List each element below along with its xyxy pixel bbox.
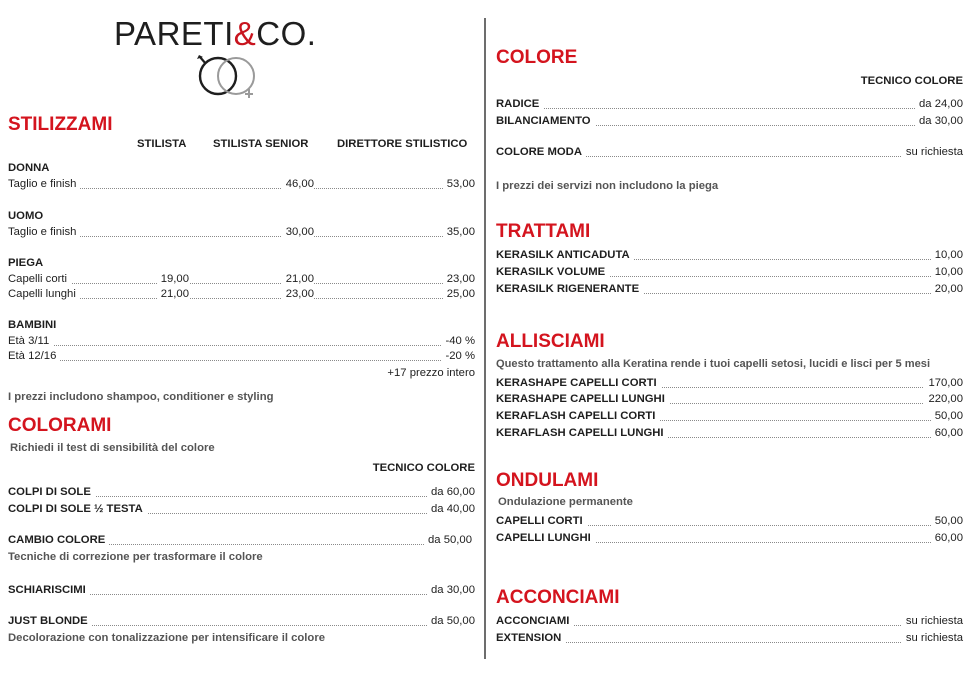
price-row <box>8 272 475 287</box>
row-value-stilista: 19,00 <box>157 272 189 287</box>
price-row <box>496 114 963 129</box>
leader-dots <box>8 360 475 361</box>
col-header-tecnico-colore: TECNICO COLORE <box>860 75 963 87</box>
leader-dots <box>496 108 963 109</box>
row-value: 220,00 <box>924 392 963 407</box>
row-value-direttore: 35,00 <box>443 225 475 240</box>
group-heading-donna: DONNA <box>8 162 50 174</box>
row-label: ACCONCIAMI <box>496 614 573 629</box>
row-label: KERAFLASH CAPELLI CORTI <box>496 409 659 424</box>
row-value: da 50,00 <box>427 614 475 629</box>
row-label: Capelli corti <box>8 272 71 287</box>
row-value: da 40,00 <box>427 502 475 517</box>
row-label: KERASILK VOLUME <box>496 265 609 280</box>
leader-dots <box>496 642 963 643</box>
section-title-stilizzami: STILIZZAMI <box>8 114 113 135</box>
row-label: Età 3/11 <box>8 334 53 349</box>
price-row <box>8 583 475 598</box>
row-label: EXTENSION <box>496 631 565 646</box>
row-note: Decolorazione con tonalizzazione per intensificare il colore <box>8 632 326 644</box>
row-label: SCHIARISCIMI <box>8 583 90 598</box>
section-title-trattami: TRATTAMI <box>496 221 591 242</box>
row-value-direttore: 23,00 <box>443 272 475 287</box>
price-row <box>8 334 475 349</box>
row-label: Taglio e finish <box>8 225 80 240</box>
col-header-stilista-senior: STILISTA SENIOR <box>213 138 309 150</box>
price-row <box>8 287 475 302</box>
brand-name-right: CO. <box>256 15 317 52</box>
row-label: RADICE <box>496 97 543 112</box>
leader-dots <box>8 283 475 284</box>
price-row <box>8 177 475 192</box>
price-row <box>8 533 472 548</box>
row-label: JUST BLONDE <box>8 614 92 629</box>
row-value: su richiesta <box>902 145 963 160</box>
row-value: 10,00 <box>931 265 963 280</box>
row-value: su richiesta <box>902 631 963 646</box>
col-header-stilista: STILISTA <box>137 138 187 150</box>
row-label: Taglio e finish <box>8 177 80 192</box>
price-row <box>496 97 963 112</box>
price-row <box>8 225 475 240</box>
row-value: 60,00 <box>931 531 963 546</box>
group-heading-uomo: UOMO <box>8 210 44 222</box>
row-label: CAMBIO COLORE <box>8 533 109 548</box>
section-title-colorami: COLORAMI <box>8 415 112 436</box>
bambini-extra: +17 prezzo intero <box>387 367 475 379</box>
column-divider <box>484 18 486 659</box>
price-row <box>496 514 963 529</box>
price-row <box>496 392 963 407</box>
row-value: 170,00 <box>924 376 963 391</box>
row-label: KERAFLASH CAPELLI LUNGHI <box>496 426 668 441</box>
price-row <box>8 614 475 629</box>
brand-wordmark <box>114 14 316 54</box>
price-row <box>496 376 963 391</box>
row-value: 20,00 <box>931 282 963 297</box>
row-value: 50,00 <box>931 514 963 529</box>
price-row <box>496 631 963 646</box>
row-value: 10,00 <box>931 248 963 263</box>
price-row <box>496 145 963 160</box>
col-header-tecnico-colore: TECNICO COLORE <box>372 462 475 474</box>
row-label: BILANCIAMENTO <box>496 114 595 129</box>
row-value: da 30,00 <box>915 114 963 129</box>
price-row <box>8 502 475 517</box>
price-row <box>8 349 475 364</box>
row-label: COLPI DI SOLE <box>8 485 95 500</box>
brand-logo <box>114 14 344 104</box>
row-value-stilista-senior: 21,00 <box>282 272 314 287</box>
row-label: Età 12/16 <box>8 349 60 364</box>
price-row <box>496 614 963 629</box>
stilizzami-note: I prezzi includono shampoo, conditioner e styling <box>8 391 274 403</box>
row-value: 50,00 <box>931 409 963 424</box>
row-label: COLORE MODA <box>496 145 586 160</box>
row-value: da 30,00 <box>427 583 475 598</box>
brand-ampersand: & <box>233 15 257 52</box>
allisciami-subtitle: Questo trattamento alla Keratina rende i tuoi capelli setosi, lucidi e lisci per 5 mesi <box>496 358 931 370</box>
ondulami-subtitle: Ondulazione permanente <box>498 496 633 508</box>
row-label: CAPELLI LUNGHI <box>496 531 595 546</box>
row-value-stilista-senior: 23,00 <box>282 287 314 302</box>
price-row <box>496 409 963 424</box>
price-row <box>8 485 475 500</box>
section-title-acconciami: ACCONCIAMI <box>496 587 620 608</box>
group-heading-bambini: BAMBINI <box>8 319 57 331</box>
row-value: 60,00 <box>931 426 963 441</box>
row-label: KERASHAPE CAPELLI LUNGHI <box>496 392 669 407</box>
row-value-direttore: 53,00 <box>443 177 475 192</box>
row-value-stilista: 21,00 <box>157 287 189 302</box>
group-heading-piega: PIEGA <box>8 257 44 269</box>
row-value-stilista-senior: 30,00 <box>282 225 314 240</box>
gender-rings-icon <box>194 54 274 114</box>
colorami-subtitle: Richiedi il test di sensibilità del colore <box>10 442 215 454</box>
col-header-direttore-stilistico: DIRETTORE STILISTICO <box>337 138 468 150</box>
row-value: -20 % <box>441 349 475 364</box>
row-label: COLPI DI SOLE ½ TESTA <box>8 502 147 517</box>
colore-note: I prezzi dei servizi non includono la piega <box>496 180 719 192</box>
row-value: -40 % <box>441 334 475 349</box>
brand-name-left: PARETI <box>114 15 234 52</box>
section-title-allisciami: ALLISCIAMI <box>496 331 605 352</box>
row-label: KERASILK RIGENERANTE <box>496 282 643 297</box>
row-value: da 60,00 <box>427 485 475 500</box>
row-value: su richiesta <box>902 614 963 629</box>
leader-dots <box>8 345 475 346</box>
section-title-colore: COLORE <box>496 47 578 68</box>
price-row <box>496 282 963 297</box>
row-label: Capelli lunghi <box>8 287 80 302</box>
row-label: KERASILK ANTICADUTA <box>496 248 634 263</box>
row-value-stilista-senior: 46,00 <box>282 177 314 192</box>
section-title-ondulami: ONDULAMI <box>496 470 599 491</box>
price-row <box>496 248 963 263</box>
row-label: KERASHAPE CAPELLI CORTI <box>496 376 661 391</box>
price-row <box>496 426 963 441</box>
row-label: CAPELLI CORTI <box>496 514 587 529</box>
row-value: da 50,00 <box>424 533 472 548</box>
row-value: da 24,00 <box>915 97 963 112</box>
price-row <box>496 531 963 546</box>
row-value-direttore: 25,00 <box>443 287 475 302</box>
row-note: Tecniche di correzione per trasformare il colore <box>8 551 263 563</box>
price-row <box>496 265 963 280</box>
